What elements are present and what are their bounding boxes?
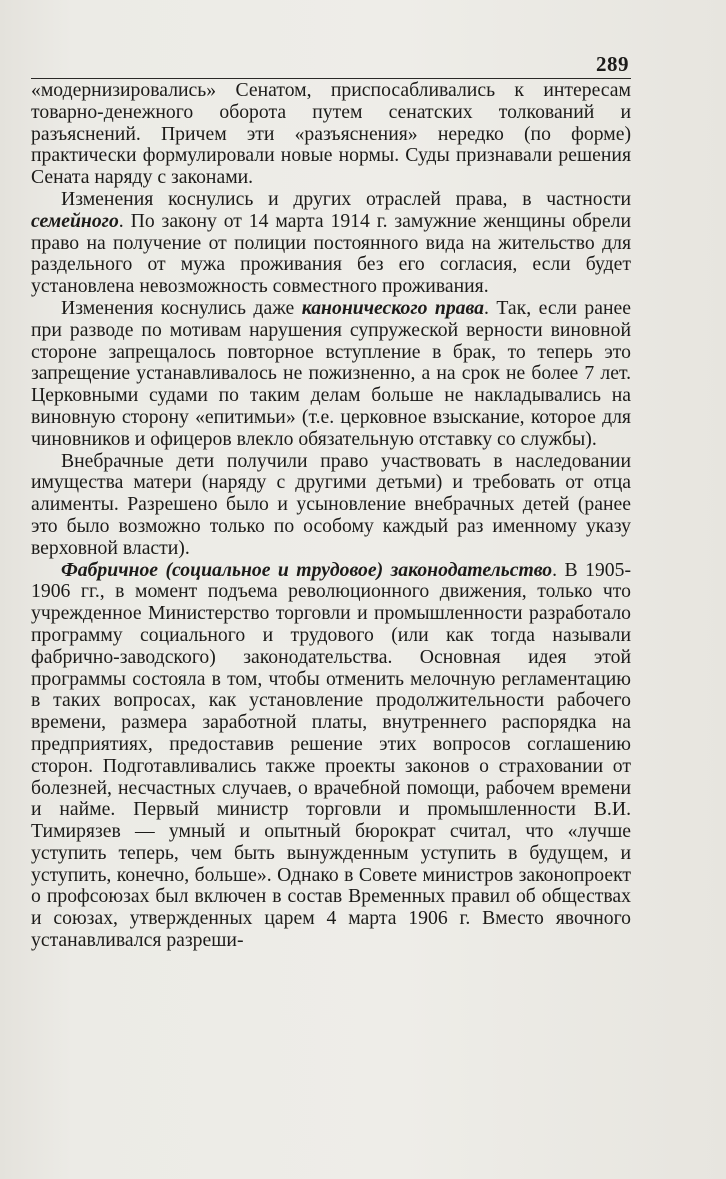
paragraph-text-after: . По закону от 14 марта 1914 г. замужние женщины обрели право на получение от полиции постоянного вида на жительство для раздельного от мужа проживания без его согласия, если будет установлена невозможность совместного проживания. [31, 209, 631, 298]
paragraph-text-before: Изменения коснулись даже [61, 296, 302, 319]
paragraph-senate-interpretations [31, 80, 631, 189]
page-number: 289 [596, 52, 629, 76]
paragraph-illegitimate-children [31, 451, 631, 560]
paragraph-text-after: . В 1905-1906 гг., в момент подъема революционного движения, только что учрежденное Министерство торговли и промышленности разработало программу социального и трудового (или как тогда называли фабрично-заводского) законодательства. Основная идея этой программы состояла в том, чтобы отменить мелочную регламентацию в таких вопросах, как установление продолжительности рабочего времени, размера заработной платы, внутреннего распорядка на предприятиях, предоставив решение этих вопросов соглашению сторон. Подготавливались также проекты законов о страховании от болезней, несчастных случаев, о врачебной помощи, рабочем времени и найме. Первый министр торговли и промышленности В.И. Тимирязев — умный и опытный бюрократ считал, что «лучше уступить теперь, чем быть вынужденным уступить в будущем, и уступить, конечно, больше». Однако в Совете министров законопроект о профсоюзах был включен в состав Временных правил об обществах и союзах, утвержденных царем 4 марта 1906 г. Вместо явочного устанавливался разреши- [31, 558, 632, 952]
page-text-block [31, 52, 631, 952]
paragraph-canon-law [31, 298, 631, 451]
paragraph-text: Внебрачные дети получили право участвовать в наследовании имущества матери (наряду с другими детьми) и требовать от отца алименты. Разрешено было и усыновление внебрачных детей (ранее это было возможно только по особому каждый раз именному указу верховной власти). [31, 449, 631, 559]
paragraph-text: «модернизировались» Сенатом, приспосабливались к интересам товарно-денежного оборота путем сенатских толкований и разъяснений. Причем эти «разъяснения» нередко (по форме) практически формулировали новые нормы. Суды признавали решения Сената наряду с законами. [31, 79, 631, 189]
paragraph-text-after: . Так, если ранее при разводе по мотивам нарушения супружеской верности виновной стороне запрещалось повторное вступление в брак, то теперь это запрещение устанавливалось не пожизненно, а на срок не более 7 лет. Церковными судами по таким делам больше не накладывались на виновную сторону «епитимьи» (т.е. церковное взыскание, которое для чиновников и офицеров влекло обязательную отставку со службы). [31, 296, 631, 450]
term-family-law: семейного [31, 209, 119, 232]
paragraph-factory-legislation [31, 560, 631, 952]
paragraph-family-law [31, 189, 631, 298]
paragraph-text-before: Изменения коснулись и других отраслей права, в частности [61, 187, 631, 210]
term-factory-legislation: Фабричное (социальное и трудовое) законодательство [61, 558, 553, 581]
term-canon-law: канонического права [301, 296, 485, 319]
